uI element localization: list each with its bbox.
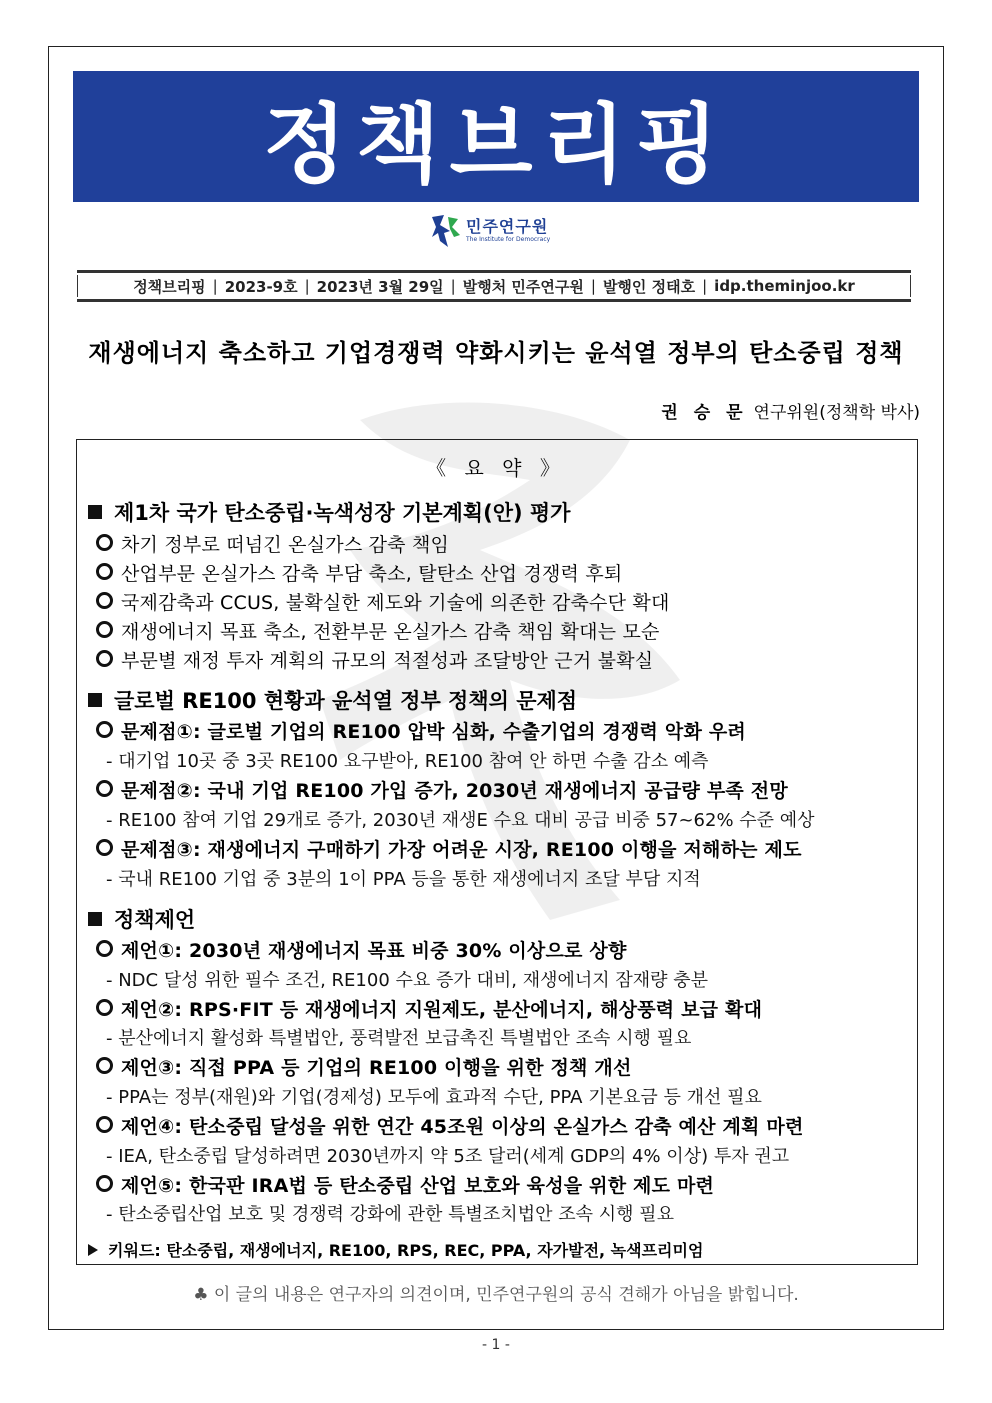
info-separator: | bbox=[304, 277, 310, 295]
list-item: 제언②: RPS·FIT 등 재생에너지 지원제도, 분산에너지, 해상풍력 보급 확대 bbox=[96, 995, 762, 1022]
info-separator: | bbox=[450, 277, 456, 295]
info-issuer: 발행인 정태호 bbox=[602, 277, 696, 296]
info-publisher: 발행처 민주연구원 bbox=[462, 277, 584, 296]
circle-bullet-icon bbox=[96, 650, 113, 667]
list-item: 문제점③: 재생에너지 구매하기 가장 어려운 시장, RE100 이행을 저해하는 제도 bbox=[96, 835, 802, 862]
institute-logo bbox=[428, 210, 568, 252]
info-series: 정책브리핑 bbox=[133, 277, 206, 296]
list-item-detail: - 대기업 10곳 중 3곳 RE100 요구받아, RE100 참여 안 하면 수출 감소 예측 bbox=[106, 751, 709, 772]
list-item: 국제감축과 CCUS, 불확실한 제도와 기술에 의존한 감축수단 확대 bbox=[96, 588, 670, 615]
triangle-bullet-icon bbox=[88, 1244, 98, 1256]
info-separator: | bbox=[590, 277, 596, 295]
list-item: 재생에너지 목표 축소, 전환부문 온실가스 감축 책임 확대는 모순 bbox=[96, 617, 660, 644]
circle-bullet-icon bbox=[96, 839, 113, 856]
section-heading: 글로벌 RE100 현황과 윤석열 정부 정책의 문제점 bbox=[88, 685, 577, 715]
publication-info-bar bbox=[77, 270, 911, 302]
circle-bullet-icon bbox=[96, 1116, 113, 1133]
square-bullet-icon bbox=[88, 693, 102, 707]
document-headline: 재생에너지 축소하고 기업경쟁력 약화시키는 윤석열 정부의 탄소중립 정책 bbox=[88, 339, 904, 367]
list-item: 제언③: 직접 PPA 등 기업의 RE100 이행을 위한 정책 개선 bbox=[96, 1053, 632, 1080]
section-heading: 정책제언 bbox=[88, 904, 195, 934]
circle-bullet-icon bbox=[96, 940, 113, 957]
list-item: 산업부문 온실가스 감축 부담 축소, 탈탄소 산업 경쟁력 후퇴 bbox=[96, 559, 622, 586]
author-line bbox=[661, 398, 920, 423]
circle-bullet-icon bbox=[96, 999, 113, 1016]
info-separator: | bbox=[702, 277, 708, 295]
circle-bullet-icon bbox=[96, 563, 113, 580]
section-heading: 제1차 국가 탄소중립·녹색성장 기본계획(안) 평가 bbox=[88, 497, 570, 527]
list-item: 문제점②: 국내 기업 RE100 가입 증가, 2030년 재생에너지 공급량 부족 전망 bbox=[96, 776, 788, 803]
circle-bullet-icon bbox=[96, 721, 113, 738]
list-item: 제언⑤: 한국판 IRA법 등 탄소중립 산업 보호와 육성을 위한 제도 마련 bbox=[96, 1171, 714, 1198]
circle-bullet-icon bbox=[96, 1057, 113, 1074]
info-issue: 2023-9호 bbox=[224, 277, 298, 296]
circle-bullet-icon bbox=[96, 621, 113, 638]
list-item-detail: - PPA는 정부(재원)와 기업(경제성) 모두에 효과적 수단, PPA 기본요금 등 개선 필요 bbox=[106, 1087, 762, 1108]
circle-bullet-icon bbox=[96, 592, 113, 609]
list-item: 부문별 재정 투자 계획의 규모의 적절성과 조달방안 근거 불확실 bbox=[96, 646, 653, 673]
keywords-line: 키워드: 탄소중립, 재생에너지, RE100, RPS, REC, PPA, 자가발전, 녹색프리미엄 bbox=[88, 1238, 703, 1261]
square-bullet-icon bbox=[88, 912, 102, 926]
banner-title: 정책브리핑 bbox=[263, 94, 729, 195]
logo-emblem-icon bbox=[428, 211, 462, 251]
page-number: - 1 - bbox=[482, 1337, 510, 1353]
circle-bullet-icon bbox=[96, 780, 113, 797]
list-item-detail: - 분산에너지 활성화 특별법안, 풍력발전 보급촉진 특별법안 조속 시행 필요 bbox=[106, 1028, 692, 1049]
list-item: 차기 정부로 떠넘긴 온실가스 감축 책임 bbox=[96, 530, 449, 557]
disclaimer: ♣ 이 글의 내용은 연구자의 의견이며, 민주연구원의 공식 견해가 아님을 밝힙니다. bbox=[193, 1285, 799, 1305]
list-item-detail: - 탄소중립산업 보호 및 경쟁력 강화에 관한 특별조치법안 조속 시행 필요 bbox=[106, 1204, 674, 1225]
info-separator: | bbox=[212, 277, 218, 295]
list-item-detail: - 국내 RE100 기업 중 3분의 1이 PPA 등을 통한 재생에너지 조달 부담 지적 bbox=[106, 869, 701, 890]
info-date: 2023년 3월 29일 bbox=[316, 277, 444, 296]
title-banner bbox=[73, 71, 919, 202]
circle-bullet-icon bbox=[96, 534, 113, 551]
circle-bullet-icon bbox=[96, 1175, 113, 1192]
list-item: 제언④: 탄소중립 달성을 위한 연간 45조원 이상의 온실가스 감축 예산 계획 마련 bbox=[96, 1112, 804, 1139]
info-website: idp.theminjoo.kr bbox=[714, 277, 855, 295]
list-item-detail: - IEA, 탄소중립 달성하려면 2030년까지 약 5조 달러(세계 GDP의 4% 이상) 투자 권고 bbox=[106, 1146, 790, 1167]
logo-name-korean: 민주연구원 bbox=[466, 217, 549, 236]
author-name: 권 승 문 bbox=[661, 403, 748, 423]
list-item-detail: - NDC 달성 위한 필수 조건, RE100 수요 증가 대비, 재생에너지 잠재량 충분 bbox=[106, 970, 709, 991]
summary-title: 《 요 약 》 bbox=[426, 456, 566, 480]
list-item: 문제점①: 글로벌 기업의 RE100 압박 심화, 수출기업의 경쟁력 악화 우려 bbox=[96, 717, 746, 744]
author-title: 연구위원(정책학 박사) bbox=[753, 403, 920, 423]
list-item-detail: - RE100 참여 기업 29개로 증가, 2030년 재생E 수요 대비 공급 비중 57~62% 수준 예상 bbox=[106, 810, 815, 831]
logo-name-english: The Institute for Democracy bbox=[466, 236, 551, 243]
square-bullet-icon bbox=[88, 505, 102, 519]
list-item: 제언①: 2030년 재생에너지 목표 비중 30% 이상으로 상향 bbox=[96, 936, 627, 963]
